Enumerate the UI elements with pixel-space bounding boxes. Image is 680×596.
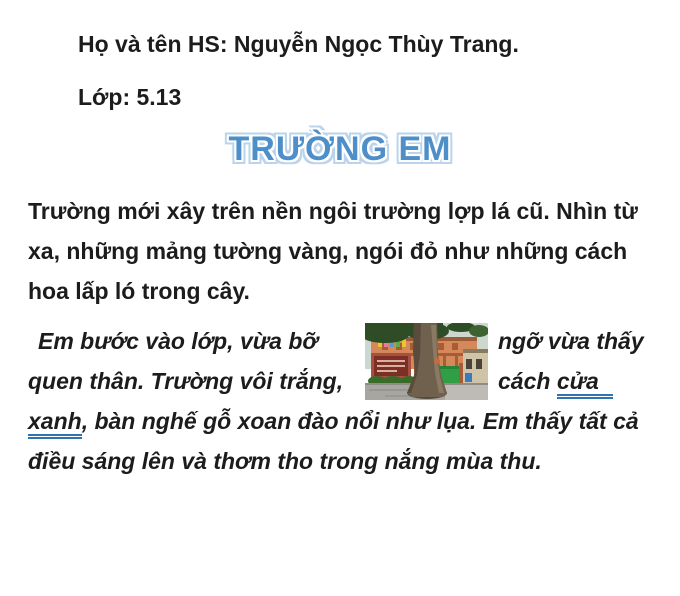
school-courtyard-photo-graphic	[365, 323, 488, 400]
paragraph-2-continuation	[28, 401, 680, 481]
paragraph-2-right-line-1: ngỡ vừa thấy	[498, 328, 644, 354]
school-courtyard-photo[interactable]	[365, 323, 488, 400]
paragraph-2-left-column	[28, 321, 365, 401]
paragraph-2-wrap-row	[28, 321, 680, 401]
paragraph-1-line-2: xa, những mảng tường vàng, ngói đỏ như những cách	[28, 238, 628, 264]
paragraph-1-line-3: hoa lấp ló trong cây.	[28, 278, 250, 304]
student-info-block	[0, 0, 680, 117]
paragraph-2-left-line-1: Em bước vào lớp, vừa bỡ	[38, 328, 318, 354]
paragraph-2-left-line-2: quen thân. Trường vôi trắng,	[28, 368, 344, 394]
underlined-word-xanh: xanh	[28, 408, 82, 439]
paragraph-2-right-column	[498, 321, 644, 401]
paragraph-1	[28, 191, 680, 311]
paragraph-1-line-1: Trường mới xây trên nền ngôi trường lợp lá cũ. Nhìn từ	[28, 198, 638, 224]
paragraph-2-line-4: điều sáng lên và thơm tho trong nắng mùa thu.	[28, 448, 542, 474]
class-line: Lớp: 5.13	[78, 84, 182, 110]
student-name-line: Họ và tên HS: Nguyễn Ngọc Thùy Trang.	[78, 31, 519, 57]
paragraph-2-line-3-rest: , bàn nghế gỗ xoan đào nổi như lụa. Em thấy tất cả	[81, 408, 639, 434]
paragraph-2-right-line-2-prefix: cách	[498, 368, 557, 394]
page-title: TRƯỜNG EM	[228, 130, 452, 168]
paragraph-2-line-3	[28, 401, 680, 441]
underlined-word-cua: cửa	[557, 368, 613, 399]
paragraph-2-right-line-2	[498, 361, 644, 401]
